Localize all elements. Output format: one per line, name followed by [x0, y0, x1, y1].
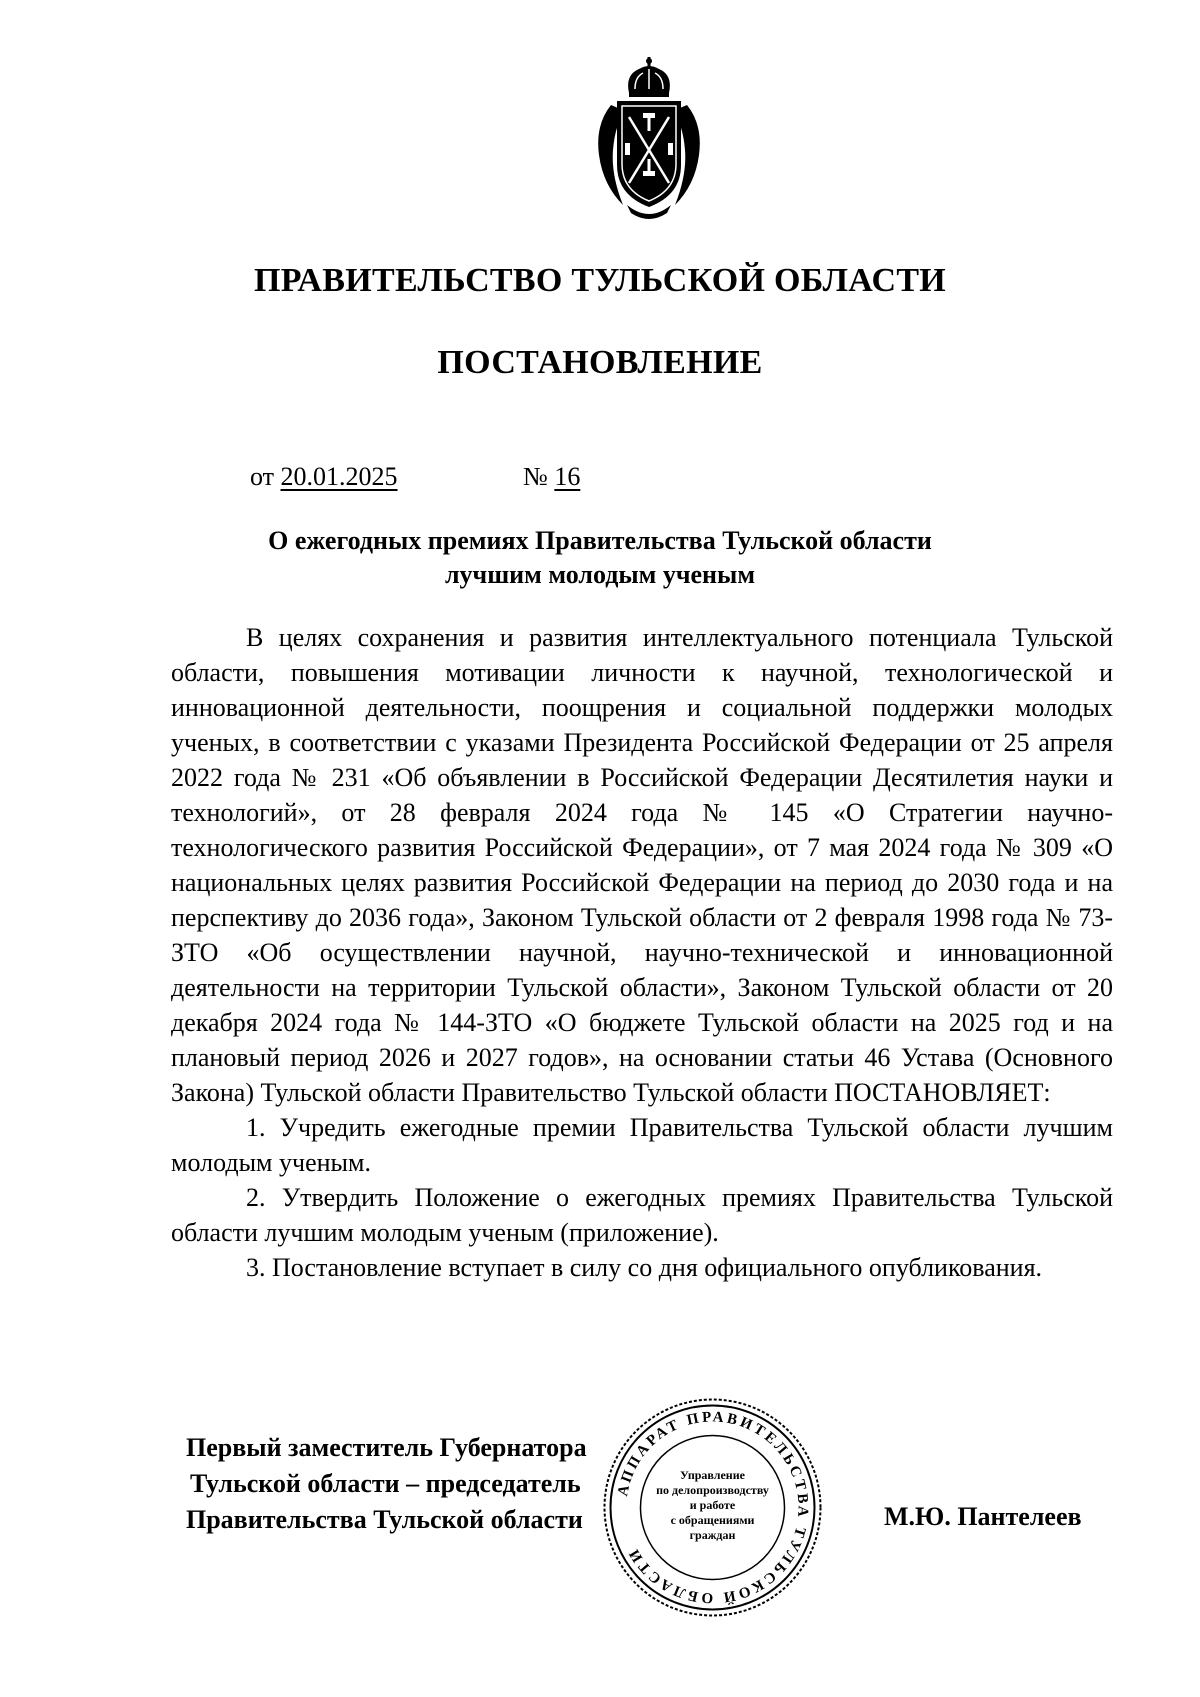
subject-line-2: лучшим молодым ученым — [444, 560, 756, 589]
subject-line-1: О ежегодных премиях Правительства Тульской области — [268, 526, 932, 555]
organization-title: ПРАВИТЕЛЬСТВО ТУЛЬСКОЙ ОБЛАСТИ — [253, 262, 947, 299]
number-prefix: № — [523, 462, 548, 491]
seal-center-text — [650, 1468, 775, 1543]
date-prefix: от — [250, 462, 275, 491]
document-date-line — [250, 462, 398, 492]
seal-ring-text: АППАРАТ ПРАВИТЕЛЬСТВА ТУЛЬСКОЙ ОБЛАСТИ — [615, 1409, 811, 1606]
shield-icon — [617, 101, 681, 207]
document-date: 20.01.2025 — [280, 462, 398, 491]
resolution-item-3: 3. Постановление вступает в силу со дня официального опубликования. — [246, 1253, 1043, 1282]
seal-center-line-5: граждан — [689, 1528, 736, 1542]
coat-of-arms-emblem — [589, 55, 709, 225]
seal-center-line-1: Управление — [680, 1468, 745, 1482]
signer-position-line-2: Тульской области – председатель — [190, 1469, 581, 1498]
document-number-line — [523, 462, 580, 492]
signer-position — [186, 1430, 636, 1538]
document-type-title: ПОСТАНОВЛЕНИЕ — [437, 344, 763, 381]
seal-center-line-3: и работе — [689, 1498, 736, 1512]
signer-position-line-1: Первый заместитель Губернатора — [186, 1433, 587, 1462]
signer-position-line-3: Правительства Тульской области — [186, 1505, 583, 1534]
document-subject — [0, 524, 1200, 592]
crown-icon — [628, 57, 670, 97]
seal-center-line-2: по делопроизводству — [656, 1483, 769, 1497]
document-body — [171, 620, 1113, 1285]
resolution-item-2: 2. Утвердить Положение о ежегодных премиях Правительства Тульской области лучшим молодым ученым (приложение). — [171, 1183, 1113, 1247]
preamble-paragraph: В целях сохранения и развития интеллектуального потенциала Тульской области, повышения мотивации личности к научной, технологической и инновационной деятельности, поощрения и социальной поддержки молодых ученых, в соответствии с указами Президента Российской Федерации от 25 апреля 2022 года № 231 «Об объявлении в Российской Федерации Десятилетия науки и технологий», от 28 февраля 2024 года № 145 «О Стратегии научно-технологического развития Российской Федерации», от 7 мая 2024 года № 309 «О национальных целях развития Российской Федерации на период до 2030 года и на перспективу до 2036 года», Законом Тульской области от 2 февраля 1998 года № 73-ЗТО «Об осуществлении научной, научно-технической и инновационной деятельности на территории Тульской области», Законом Тульской области от 20 декабря 2024 года № 144-ЗТО «О бюджете Тульской области на 2025 год и на плановый период 2026 и 2027 годов», на основании статьи 46 Устава (Основного Закона) Тульской области Правительство Тульской области ПОСТАНОВЛЯЕТ: — [171, 623, 1113, 1107]
seal-center-line-4: с обращениями — [670, 1513, 755, 1527]
document-number: 16 — [554, 462, 581, 491]
signer-name: М.Ю. Пантелеев — [884, 1502, 1082, 1531]
resolution-item-1: 1. Учредить ежегодные премии Правительства Тульской области лучшим молодым ученым. — [171, 1113, 1113, 1177]
